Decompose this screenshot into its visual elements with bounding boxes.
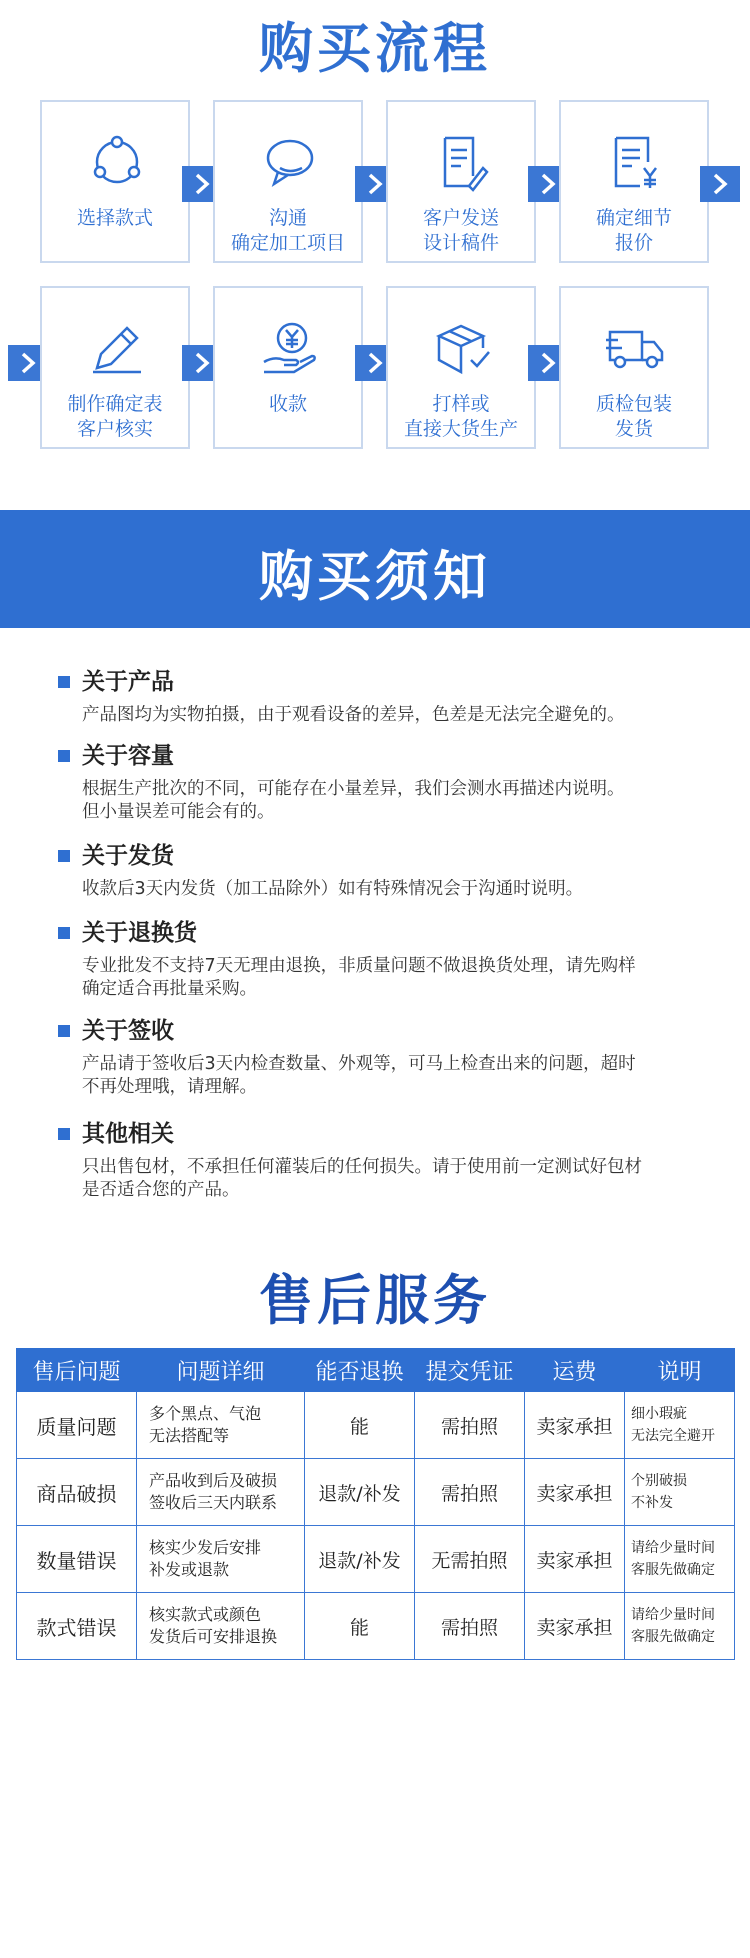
header-proof: 提交凭证 xyxy=(415,1349,525,1392)
table-row xyxy=(17,1392,735,1459)
notice-text: 只出售包材，不承担任何灌装后的任何损失。请于使用前一定测试好包材 是否适合您的产品。 xyxy=(82,1157,642,1200)
notice-heading: 其他相关 xyxy=(58,1118,728,1150)
cell-proof: 需拍照 xyxy=(415,1392,525,1459)
notice-text: 产品请于签收后3天内检查数量、外观等，可马上检查出来的问题，超时 不再处理哦，请理解。 xyxy=(82,1054,636,1097)
notice-item-product xyxy=(58,666,728,725)
step-card-communicate xyxy=(213,100,363,263)
after-sales-title: 售后服务 xyxy=(259,1269,491,1332)
step-label: 确定细节 报价 xyxy=(595,207,672,254)
square-bullet-icon xyxy=(58,1025,70,1037)
cell-detail: 核实款式或颜色 发货后可安排退换 xyxy=(137,1593,305,1660)
step-card-confirm-quote xyxy=(559,100,709,263)
header-issue: 售后问题 xyxy=(17,1349,137,1392)
after-sales-table xyxy=(16,1348,735,1660)
square-bullet-icon xyxy=(58,927,70,939)
cell-detail: 产品收到后及破损 签收后三天内联系 xyxy=(137,1459,305,1526)
cell-refund: 能 xyxy=(305,1593,415,1660)
square-bullet-icon xyxy=(58,750,70,762)
chat-bubble-icon xyxy=(260,132,320,192)
square-bullet-icon xyxy=(58,850,70,862)
process-title: 购买流程 xyxy=(259,17,491,80)
step-card-send-design xyxy=(386,100,536,263)
hand-coin-icon xyxy=(260,318,320,378)
cell-shipping: 卖家承担 xyxy=(525,1526,625,1593)
notice-text: 根据生产批次的不同，可能存在小量差异，我们会测水再描述内说明。 但小量误差可能会有的。 xyxy=(82,779,625,822)
notice-text: 收款后3天内发货（加工品除外）如有特殊情况会于沟通时说明。 xyxy=(82,879,584,899)
document-edit-icon xyxy=(433,132,493,192)
cell-note: 个别破损 不补发 xyxy=(625,1459,735,1526)
notice-text: 专业批发不支持7天无理由退换，非质量问题不做退换货处理，请先购样 确定适合再批量采购。 xyxy=(82,956,636,999)
step-card-sample-or-production xyxy=(386,286,536,449)
notice-text: 产品图均为实物拍摄，由于观看设备的差异，色差是无法完全避免的。 xyxy=(82,705,625,725)
cell-shipping: 卖家承担 xyxy=(525,1392,625,1459)
step-label: 沟通 确定加工项目 xyxy=(230,207,345,254)
header-note: 说明 xyxy=(625,1349,735,1392)
cell-refund: 能 xyxy=(305,1392,415,1459)
cell-proof: 需拍照 xyxy=(415,1593,525,1660)
notice-item-capacity xyxy=(58,740,728,822)
step-label: 制作确定表 客户核实 xyxy=(67,393,163,440)
triangle-nodes-icon xyxy=(87,132,147,192)
document-price-icon xyxy=(606,132,666,192)
header-refund: 能否退换 xyxy=(305,1349,415,1392)
notice-heading: 关于容量 xyxy=(58,740,728,772)
step-card-select-style xyxy=(40,100,190,263)
delivery-truck-icon xyxy=(606,318,666,378)
pen-edit-icon xyxy=(87,318,147,378)
cell-shipping: 卖家承担 xyxy=(525,1459,625,1526)
cell-issue: 款式错误 xyxy=(17,1593,137,1660)
table-row xyxy=(17,1459,735,1526)
cell-issue: 商品破损 xyxy=(17,1459,137,1526)
table-row xyxy=(17,1526,735,1593)
cell-proof: 需拍照 xyxy=(415,1459,525,1526)
notice-title: 购买须知 xyxy=(259,545,491,608)
notice-banner xyxy=(0,510,750,628)
table-row xyxy=(17,1593,735,1660)
notice-heading: 关于签收 xyxy=(58,1015,728,1047)
notice-item-shipping xyxy=(58,840,728,899)
cell-note: 请给少量时间 客服先做确定 xyxy=(625,1526,735,1593)
step-label: 收款 xyxy=(268,393,307,415)
step-label: 客户发送 设计稿件 xyxy=(422,207,499,254)
header-shipping: 运费 xyxy=(525,1349,625,1392)
step-label: 打样或 直接大货生产 xyxy=(403,393,518,440)
cell-note: 细小瑕疵 无法完全避开 xyxy=(625,1392,735,1459)
step-label: 质检包装 发货 xyxy=(595,393,672,440)
notice-item-other xyxy=(58,1118,728,1200)
notice-item-returns xyxy=(58,917,728,999)
notice-heading: 关于发货 xyxy=(58,840,728,872)
step-card-payment xyxy=(213,286,363,449)
notice-item-receipt xyxy=(58,1015,728,1097)
notice-heading: 关于退换货 xyxy=(58,917,728,949)
header-detail: 问题详细 xyxy=(137,1349,305,1392)
square-bullet-icon xyxy=(58,676,70,688)
cell-detail: 多个黑点、气泡 无法搭配等 xyxy=(137,1392,305,1459)
step-card-qc-pack-ship xyxy=(559,286,709,449)
cell-issue: 质量问题 xyxy=(17,1392,137,1459)
step-label: 选择款式 xyxy=(76,207,153,229)
cell-issue: 数量错误 xyxy=(17,1526,137,1593)
table-header-row xyxy=(17,1349,735,1392)
cell-proof: 无需拍照 xyxy=(415,1526,525,1593)
chevron-right-icon xyxy=(700,166,740,202)
step-card-make-confirm-sheet xyxy=(40,286,190,449)
cell-detail: 核实少发后安排 补发或退款 xyxy=(137,1526,305,1593)
notice-heading: 关于产品 xyxy=(58,666,728,698)
cell-shipping: 卖家承担 xyxy=(525,1593,625,1660)
box-check-icon xyxy=(433,318,493,378)
cell-refund: 退款/补发 xyxy=(305,1459,415,1526)
cell-refund: 退款/补发 xyxy=(305,1526,415,1593)
cell-note: 请给少量时间 客服先做确定 xyxy=(625,1593,735,1660)
square-bullet-icon xyxy=(58,1128,70,1140)
